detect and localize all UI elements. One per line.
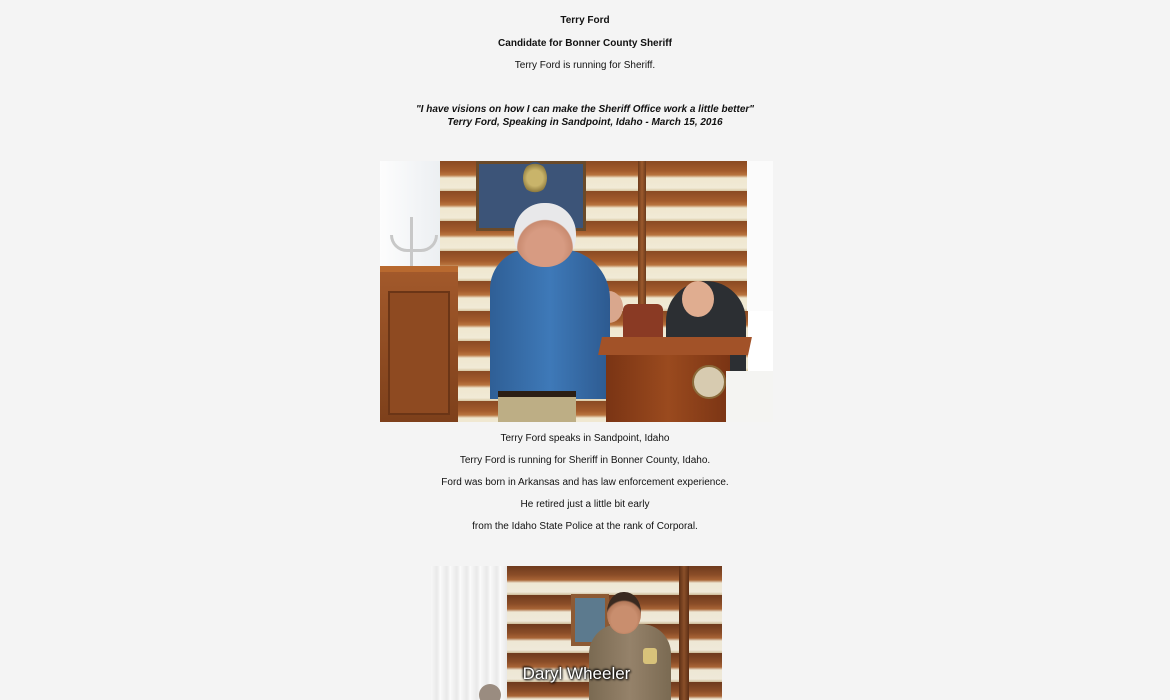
candidacy-heading: Candidate for Bonner County Sheriff xyxy=(498,38,672,49)
quote-text: "I have visions on how I can make the Sheriff Office work a little better" xyxy=(415,104,755,115)
body-line-2: Ford was born in Arkansas and has law enforcement experience. xyxy=(441,477,729,488)
body-line-1: Terry Ford is running for Sheriff in Bonner County, Idaho. xyxy=(459,455,711,466)
body-line-3: He retired just a little bit early xyxy=(520,499,650,510)
quote-attribution: Terry Ford, Speaking in Sandpoint, Idaho - March 15, 2016 xyxy=(447,117,723,128)
photo-daryl-wheeler xyxy=(431,566,722,700)
intro-text: Terry Ford is running for Sheriff. xyxy=(514,60,656,71)
candidate-name: Terry Ford xyxy=(560,15,610,26)
photo-caption: Terry Ford speaks in Sandpoint, Idaho xyxy=(500,433,670,444)
photo-overlay-caption: Daryl Wheeler xyxy=(522,664,631,683)
body-line-4: from the Idaho State Police at the rank of Corporal. xyxy=(472,521,698,532)
photo-terry-ford-speaking xyxy=(380,161,773,422)
